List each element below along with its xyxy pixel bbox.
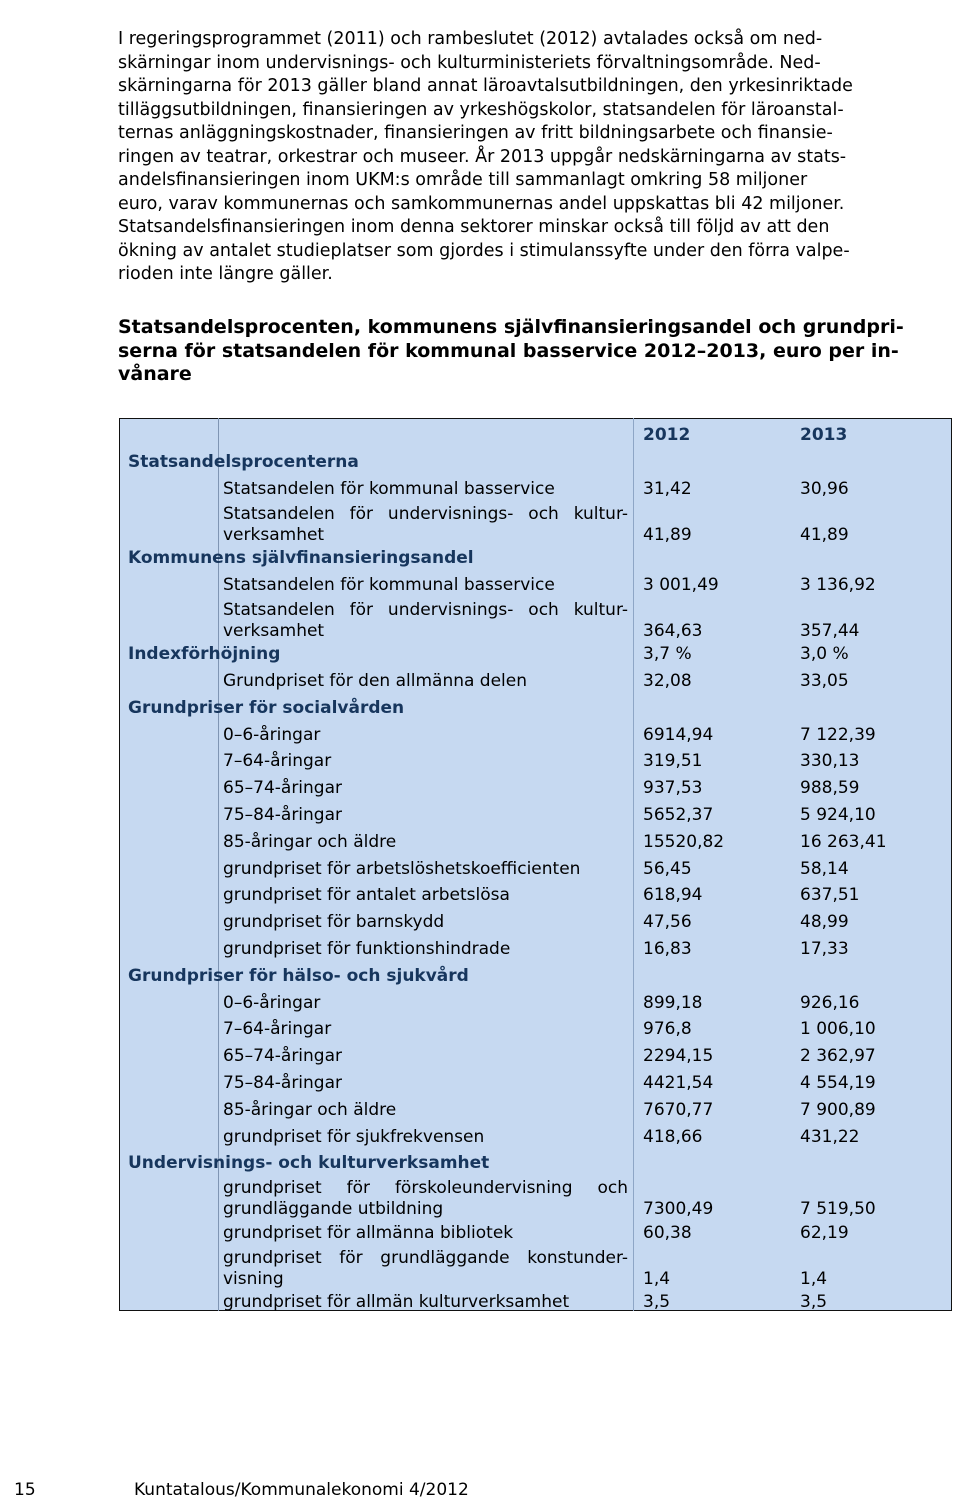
intro-line: euro, varav kommunernas och samkommunernas andel uppskattas bli 42 miljoner. xyxy=(118,193,845,214)
value-2012: 6914,94 xyxy=(643,724,714,745)
publication-name: Kuntatalous/Kommunalekonomi 4/2012 xyxy=(134,1480,469,1500)
intro-line: andelsfinansieringen inom UKM:s område till sammanlagt omkring 58 miljoner xyxy=(118,170,808,190)
value-2012: 3,5 xyxy=(643,1292,671,1312)
value-2012: 364,63 xyxy=(643,620,703,641)
category-label: Undervisnings- och kulturverksamhet xyxy=(128,1153,490,1174)
value-2013: 17,33 xyxy=(800,939,849,959)
value-2012: 5652,37 xyxy=(643,805,714,825)
value-2012: 3 001,49 xyxy=(643,574,719,595)
row-label: verksamhet xyxy=(223,620,325,641)
value-2013: 3,5 xyxy=(800,1292,828,1312)
row-label: Statsandelen för undervisnings- och kultur- xyxy=(223,503,628,524)
value-2012: 618,94 xyxy=(643,885,703,906)
value-2012: 3,7 % xyxy=(643,644,692,665)
value-2012: 15520,82 xyxy=(643,831,725,852)
row-label: Statsandelen för kommunal basservice xyxy=(223,478,555,499)
row-label: 0–6-åringar xyxy=(223,724,321,745)
value-2013: 62,19 xyxy=(800,1222,849,1243)
year-2012-header: 2012 xyxy=(643,425,691,445)
value-2013: 926,16 xyxy=(800,992,860,1013)
value-2013: 7 900,89 xyxy=(800,1099,876,1120)
row-label: grundpriset för allmänna bibliotek xyxy=(223,1222,514,1243)
value-2012: 4421,54 xyxy=(643,1073,714,1093)
value-2013: 637,51 xyxy=(800,885,860,906)
intro-line: rioden inte längre gäller. xyxy=(118,264,333,284)
value-2012: 7670,77 xyxy=(643,1099,714,1120)
value-2013: 3 136,92 xyxy=(800,574,876,595)
value-2013: 1,4 xyxy=(800,1268,828,1289)
value-2012: 47,56 xyxy=(643,912,692,933)
value-2012: 41,89 xyxy=(643,524,692,545)
category-label: Grundpriser för socialvården xyxy=(128,697,405,718)
intro-paragraph xyxy=(118,28,948,287)
row-label: 85-åringar och äldre xyxy=(223,1099,397,1120)
row-label: grundpriset för arbetslöshetskoefficienten xyxy=(223,858,581,879)
row-label: grundpriset för grundläggande konstunder- xyxy=(223,1247,628,1268)
value-2013: 431,22 xyxy=(800,1126,860,1147)
value-2013: 330,13 xyxy=(800,751,860,772)
heading-line: serna för statsandelen för kommunal basservice 2012–2013, euro per in- xyxy=(118,339,899,362)
row-label: grundläggande utbildning xyxy=(223,1199,444,1220)
value-2013: 48,99 xyxy=(800,912,849,933)
intro-line: ringen av teatrar, orkestrar och museer. År 2013 uppgår nedskärningarna av stats- xyxy=(118,146,847,167)
row-label: grundpriset för förskoleundervisning och xyxy=(223,1178,628,1199)
row-label: grundpriset för antalet arbetslösa xyxy=(223,885,510,906)
intro-line: I regeringsprogrammet (2011) och rambeslutet (2012) avtalades också om ned- xyxy=(118,29,823,49)
row-label: grundpriset för funktionshindrade xyxy=(223,939,511,959)
value-2012: 60,38 xyxy=(643,1222,692,1243)
intro-line: tilläggsutbildningen, finansieringen av yrkeshögskolor, statsandelen för läroanstal- xyxy=(118,99,844,120)
row-label: grundpriset för sjukfrekvensen xyxy=(223,1126,485,1147)
value-2013: 3,0 % xyxy=(800,644,849,665)
value-2012: 2294,15 xyxy=(643,1046,714,1067)
category-label: Statsandelsprocenterna xyxy=(128,452,359,472)
row-label: 7–64-åringar xyxy=(223,1019,332,1040)
row-label: 85-åringar och äldre xyxy=(223,831,397,852)
value-2012: 1,4 xyxy=(643,1268,671,1289)
value-2013: 7 122,39 xyxy=(800,724,876,745)
row-label: 65–74-åringar xyxy=(223,778,342,799)
row-label: visning xyxy=(223,1268,284,1289)
value-2013: 1 006,10 xyxy=(800,1019,876,1040)
table-column-divider xyxy=(633,418,634,1311)
value-2012: 7300,49 xyxy=(643,1199,714,1220)
heading-line: vånare xyxy=(118,363,192,385)
value-2012: 31,42 xyxy=(643,478,692,499)
row-label: 75–84-åringar xyxy=(223,1073,342,1093)
value-2012: 976,8 xyxy=(643,1019,692,1040)
row-label: Statsandelen för kommunal basservice xyxy=(223,574,555,595)
value-2013: 41,89 xyxy=(800,524,849,545)
row-label: Grundpriset för den allmänna delen xyxy=(223,671,528,691)
value-2012: 418,66 xyxy=(643,1126,703,1147)
row-label: 65–74-åringar xyxy=(223,1046,342,1067)
value-2013: 2 362,97 xyxy=(800,1046,876,1067)
intro-line: skärningarna för 2013 gäller bland annat läroavtalsutbildningen, den yrkesinriktade xyxy=(118,76,853,96)
row-label: grundpriset för barnskydd xyxy=(223,912,445,933)
value-2012: 56,45 xyxy=(643,858,692,879)
row-label: 75–84-åringar xyxy=(223,805,342,825)
value-2012: 937,53 xyxy=(643,778,703,799)
value-2013: 16 263,41 xyxy=(800,831,887,852)
value-2013: 33,05 xyxy=(800,671,849,691)
row-label: grundpriset för allmän kulturverksamhet xyxy=(223,1292,570,1312)
value-2013: 4 554,19 xyxy=(800,1073,876,1093)
page-number: 15 xyxy=(14,1480,36,1500)
heading-line: Statsandelsprocenten, kommunens självfinansieringsandel och grundpri- xyxy=(118,316,904,338)
row-label: Statsandelen för undervisnings- och kultur- xyxy=(223,599,628,620)
value-2013: 7 519,50 xyxy=(800,1199,876,1220)
value-2012: 16,83 xyxy=(643,939,692,959)
table-heading xyxy=(118,316,938,387)
value-2012: 319,51 xyxy=(643,751,703,772)
category-label: Indexförhöjning xyxy=(128,644,281,665)
value-2012: 899,18 xyxy=(643,992,703,1013)
value-2013: 988,59 xyxy=(800,778,860,799)
row-label: 0–6-åringar xyxy=(223,992,321,1013)
value-2013: 58,14 xyxy=(800,858,849,879)
intro-line: ternas anläggningskostnader, finansieringen av fritt bildningsarbete och finansie- xyxy=(118,123,833,143)
intro-line: skärningar inom undervisnings- och kulturministeriets förvaltningsområde. Ned- xyxy=(118,52,821,73)
year-2013-header: 2013 xyxy=(800,425,848,445)
value-2013: 357,44 xyxy=(800,620,860,641)
row-label: verksamhet xyxy=(223,524,325,545)
category-label: Kommunens självfinansieringsandel xyxy=(128,548,474,569)
value-2013: 30,96 xyxy=(800,478,849,499)
value-2013: 5 924,10 xyxy=(800,805,876,825)
row-label: 7–64-åringar xyxy=(223,751,332,772)
intro-line: Statsandelsfinansieringen inom denna sektorer minskar också till följd av att den xyxy=(118,217,830,237)
category-label: Grundpriser för hälso- och sjukvård xyxy=(128,965,469,986)
intro-line: ökning av antalet studieplatser som gjordes i stimulanssyfte under den förra valpe- xyxy=(118,240,850,261)
value-2012: 32,08 xyxy=(643,671,692,691)
